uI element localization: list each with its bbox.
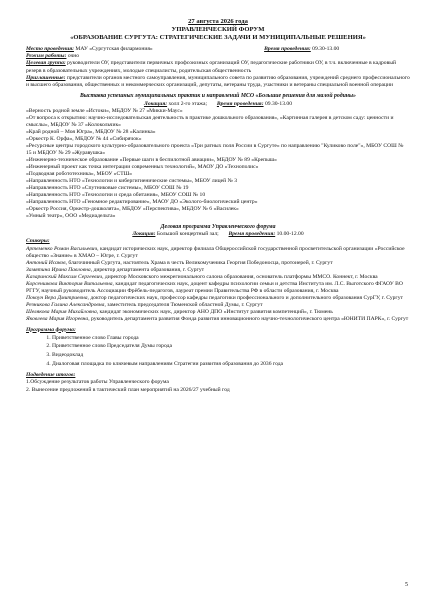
speaker-item: [26, 246, 410, 260]
exhibition-title: Выставка успешных муниципальных практик и направлений МСО «Большие решения для малой родины»: [80, 93, 356, 100]
exhibition-item: «Инженерно-техническое образование «Первые шаги в беспилотной авиации», МБДОУ № 89 «Крепыш»: [26, 156, 277, 163]
exhibition-item: «Подводная робототехника», МБОУ «СТШ»: [26, 170, 133, 177]
speakers-label: Спикеры:: [26, 238, 50, 245]
business-location-value: Большой концертный зал;: [155, 231, 219, 238]
exhibition-item: «Направленность НТО «Спутниковые системы», МБОУ СОШ № 19: [26, 184, 189, 191]
mode-label: Режим работы:: [26, 53, 67, 60]
speaker-description: , руководитель департамента развития Фонда развития инновационного научно-технологического центра «ЮНИТИ ПАРК», г. Сургут: [88, 315, 409, 322]
speakers-list: [26, 246, 410, 323]
speaker-item: [26, 295, 410, 302]
speaker-item: [26, 281, 410, 295]
speaker-name: Яковлева Мария Игоревна: [26, 315, 89, 322]
exhibition-item: «Умный театр», ООО «Медиадельта»: [26, 212, 116, 219]
invited-label: Приглашенные:: [26, 74, 66, 81]
page-number: 5: [405, 582, 408, 588]
audience-label: Целевая группа:: [26, 60, 66, 67]
speaker-name: Шелякова Мария Михайловна: [26, 308, 97, 315]
event-date: 27 августа 2026 года: [188, 18, 248, 25]
speaker-description: , директор департамента образования, г. Сургут: [90, 266, 205, 273]
exhibition-item: «Направленность НТО «Технологии и среда обитания», МБОУ СОШ № 10: [26, 191, 206, 198]
speaker-description: , директор Московского межрегионального салона образования, основатель платформы ММСО. Коннект, г. Москва: [102, 273, 378, 280]
speaker-name: Казаринский Максим Сергеевич: [26, 273, 103, 280]
exhibition-list: [26, 108, 410, 220]
speaker-name: Антоний Исаков: [26, 259, 66, 266]
exhibition-item: «Инженерный проект как точка интеграции современных технологий», МАОУ ДО «Технополис»: [26, 163, 259, 170]
time-value: 09.30-13.00: [310, 46, 340, 52]
speaker-item: [26, 274, 410, 281]
speaker-name: Покоун Вера Дмитриевна: [26, 294, 88, 301]
speaker-name: Артеменко Роман Васильевич: [26, 245, 98, 252]
program-item: 1. Приветственное слово Главы города: [52, 334, 410, 343]
speaker-item: [26, 316, 410, 323]
forum-subtitle: «ОБРАЗОВАНИЕ СУРГУТА: СТРАТЕГИЧЕСКИЕ ЗАДАЧИ И МУНИЦИПАЛЬНЫЕ РЕШЕНИЯ»: [70, 34, 366, 41]
exhibition-location-value: холл 2-го этажа;: [167, 100, 208, 107]
forum-title: УПРАВЛЕНЧЕСКИЙ ФОРУМ: [171, 26, 265, 33]
exhibition-location-label: Локация:: [143, 100, 168, 107]
program-item: 4. Диалоговая площадка по ключевым направлениям Стратегии развития образования до 2036 года: [52, 360, 410, 369]
speaker-item: [26, 267, 410, 274]
results-list: [26, 379, 410, 393]
exhibition-item: «Направленность НТО «Геномное редактирование», МАОУ ДО «Эколого-биологический центр»: [26, 198, 258, 205]
mode-value: очно: [66, 53, 80, 60]
program-label: Программа форума:: [26, 326, 76, 333]
exhibition-item: «Верность родной земле «Истоки», МБДОУ № 27 «Микки-Маус»: [26, 107, 183, 114]
meta-invited-row: [26, 75, 410, 89]
place-label: Место проведения:: [26, 46, 74, 52]
speaker-item: [26, 260, 410, 267]
speaker-item: [26, 302, 410, 309]
speaker-description: , кандидат экономических наук, директор АНО ДПО «Институт развития компетенций», г. Тюмень: [96, 308, 333, 315]
meta-audience-row: [26, 60, 410, 74]
program-item: 2. Приветственное слово Председателя Думы города: [52, 342, 410, 351]
exhibition-item: «Ресурсные центры городского культурно-образовательного проекта «Три ратных поля России в Сургуте» по направлению "Куликово поле"», МБОУ СОШ № 15 и МБДОУ № 29 «Журавушка»: [26, 142, 404, 156]
business-time-label: Время проведения:: [228, 231, 276, 238]
speaker-name: Корсеншкова Виктория Витальевна: [26, 280, 113, 287]
exhibition-item: «Оркестр Россия, Оркестр-дошколята», МБДОУ «Перспектива», МБДОУ № 6 «Василек»: [26, 205, 239, 212]
speaker-description: , заместитель председателя Тюменской областной Думы, г. Сургут: [104, 301, 263, 308]
exhibition-time-label: Время проведения:: [216, 100, 264, 107]
program-item: 3. Видеодоклад: [52, 351, 410, 360]
audience-value: руководители ОУ, представители первичных профсоюзных организаций ОУ, педагогические работники ОУ, в т.ч. включенные в кадровый резерв в образовательных учреждениях, молодые специалисты, родительская общественность: [26, 60, 396, 74]
speaker-description: , кандидат педагогических наук, доцент кафедры психологии семьи и детства Института им. Л.С. Выготского ФГАОУ ВО РГГУ, научный руководитель Ассоциации Фрёбель-педагогов, лауреат премии Правительства РФ в области образования, г. Москва: [26, 280, 403, 294]
business-time-value: 10.00-12.00: [275, 231, 304, 238]
exhibition-item: «Край родной – Моя Югра», МБДОУ № 28 «Калинка»: [26, 128, 156, 135]
invited-value: представители органов местного самоуправления, муниципального совета по развитию образования, учреждений среднего профессионального и высшего образования, общественных и некоммерческих организаций, депутаты, ветераны труда, участники и ветераны специальной военной операции: [26, 74, 410, 89]
exhibition-item: «От вопроса к открытию: научно-исследовательская деятельность в практике дошкольного образования», «Картинная галерея в детском саду: ценности и смыслы», МБДОУ № 37 «Колокольчик»: [26, 114, 394, 128]
result-item: 2. Вынесение предложений в тактический план мероприятий на 2026/27 учебный год: [26, 386, 230, 393]
exhibition-item: «Оркестр К. Орфа», МБДОУ № 44 «Сибирячок»: [26, 135, 142, 142]
place-value: МАУ «Сургутская филармония»: [73, 46, 153, 52]
meta-place-time-row: [26, 46, 410, 53]
business-location-label: Локация:: [132, 231, 156, 238]
results-label: Подведение итогов:: [26, 372, 76, 379]
speaker-description: , кандидат исторических наук, директор филиала Общероссийской государственной просветительской организации «Российское общество «Знание» в ХМАО – Югре, г. Сургут: [26, 245, 405, 259]
speaker-name: Замятина Ирина Павловна: [26, 266, 91, 273]
result-item: 1.Обсуждение результатов работы Управленческого форума: [26, 379, 169, 386]
speaker-item: [26, 309, 410, 316]
business-title: Деловая программа Управленческого форума: [160, 223, 276, 230]
speaker-description: , доктор педагогических наук, профессор кафедры педагогики профессионального и дополнительного образования СурГУ, г. Сургут: [87, 294, 403, 301]
speaker-description: , благочинный Сургута, настоятель Храма в честь Великомученика Георгия Победоносца, протоиерей, г. Сургут: [65, 259, 333, 266]
exhibition-location-row: [26, 101, 410, 108]
speaker-name: Резникова Галина Александровна: [26, 301, 105, 308]
program-list: [26, 334, 410, 368]
business-location-row: [26, 231, 410, 238]
time-label: Время проведения:: [264, 46, 311, 52]
exhibition-time-value: 09.30-13.00: [263, 100, 292, 107]
exhibition-item: «Направленность НТО «Технологии и кибергигиенические системы», МБОУ лицей № 3: [26, 177, 238, 184]
